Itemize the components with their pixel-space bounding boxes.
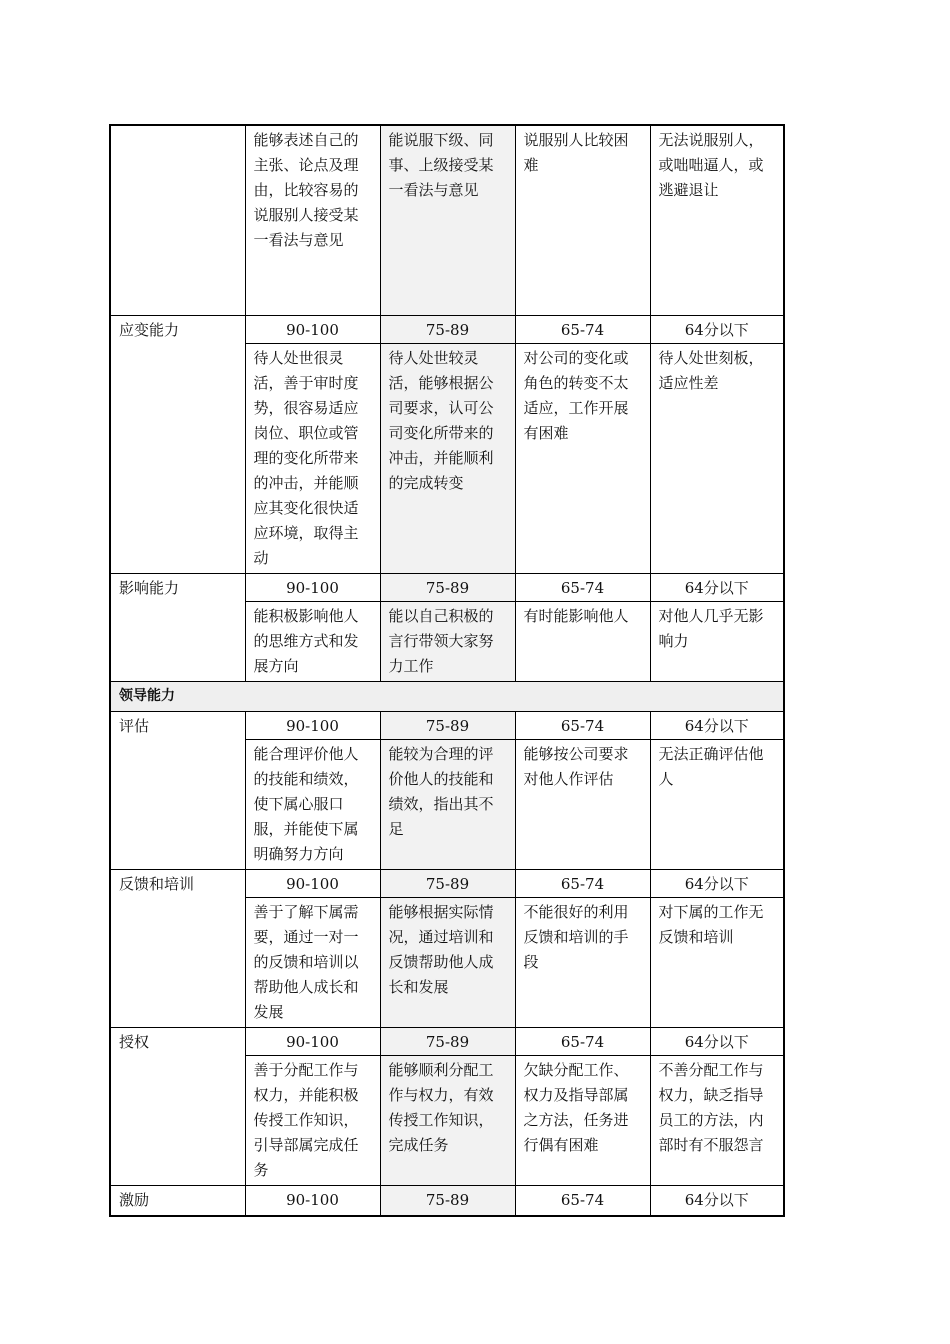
row-label: 授权 — [110, 1028, 245, 1186]
score-cell: 75-89 — [380, 574, 515, 602]
description-cell: 不能很好的利用反馈和培训的手段 — [515, 898, 650, 1028]
score-row — [110, 870, 784, 898]
description-cell: 能够按公司要求对他人作评估 — [515, 740, 650, 870]
table-row — [110, 125, 784, 316]
score-cell: 90-100 — [245, 316, 380, 344]
score-cell: 75-89 — [380, 870, 515, 898]
description-cell: 待人处世刻板，适应性差 — [650, 344, 784, 574]
row-label — [110, 125, 245, 316]
score-cell: 65-74 — [515, 870, 650, 898]
row-label: 应变能力 — [110, 316, 245, 574]
competency-table — [109, 124, 785, 1217]
description-cell: 能说服下级、同事、上级接受某一看法与意见 — [380, 125, 515, 316]
description-cell: 无法正确评估他人 — [650, 740, 784, 870]
score-cell: 90-100 — [245, 870, 380, 898]
description-cell: 能合理评价他人的技能和绩效，使下属心服口服，并能使下属明确努力方向 — [245, 740, 380, 870]
score-cell: 75-89 — [380, 712, 515, 740]
description-cell: 能够根据实际情况，通过培训和反馈帮助他人成长和发展 — [380, 898, 515, 1028]
score-cell: 65-74 — [515, 712, 650, 740]
score-cell: 64分以下 — [650, 1028, 784, 1056]
description-cell: 善于了解下属需要，通过一对一的反馈和培训以帮助他人成长和发展 — [245, 898, 380, 1028]
score-cell: 64分以下 — [650, 870, 784, 898]
score-cell: 90-100 — [245, 1028, 380, 1056]
description-cell: 对公司的变化或角色的转变不太适应，工作开展有困难 — [515, 344, 650, 574]
table-body — [110, 125, 784, 1216]
score-cell: 64分以下 — [650, 712, 784, 740]
score-cell: 65-74 — [515, 316, 650, 344]
description-cell: 能够表述自己的主张、论点及理由，比较容易的说服别人接受某一看法与意见 — [245, 125, 380, 316]
score-cell: 64分以下 — [650, 574, 784, 602]
score-cell: 65-74 — [515, 1186, 650, 1217]
row-label: 影响能力 — [110, 574, 245, 682]
score-cell: 75-89 — [380, 1186, 515, 1217]
description-cell: 有时能影响他人 — [515, 602, 650, 682]
description-cell: 待人处世较灵活，能够根据公司要求，认可公司变化所带来的冲击，并能顺利的完成转变 — [380, 344, 515, 574]
description-cell: 能较为合理的评价他人的技能和绩效，指出其不足 — [380, 740, 515, 870]
score-row — [110, 574, 784, 602]
score-cell: 75-89 — [380, 316, 515, 344]
row-label: 激励 — [110, 1186, 245, 1217]
description-cell: 能够顺利分配工作与权力，有效传授工作知识，完成任务 — [380, 1056, 515, 1186]
description-cell: 能积极影响他人的思维方式和发展方向 — [245, 602, 380, 682]
section-title: 领导能力 — [110, 682, 784, 712]
description-cell: 待人处世很灵活，善于审时度势，很容易适应岗位、职位或管理的变化所带来的冲击，并能顺应其变化很快适应环境，取得主动 — [245, 344, 380, 574]
description-cell: 能以自己积极的言行带领大家努力工作 — [380, 602, 515, 682]
score-cell: 64分以下 — [650, 316, 784, 344]
score-cell: 90-100 — [245, 712, 380, 740]
score-cell: 90-100 — [245, 574, 380, 602]
score-cell: 65-74 — [515, 574, 650, 602]
score-row — [110, 1028, 784, 1056]
score-row — [110, 316, 784, 344]
description-cell: 无法说服别人，或咄咄逼人，或逃避退让 — [650, 125, 784, 316]
description-cell: 说服别人比较困难 — [515, 125, 650, 316]
score-row — [110, 1186, 784, 1217]
description-cell: 善于分配工作与权力，并能积极传授工作知识，引导部属完成任务 — [245, 1056, 380, 1186]
description-cell: 对他人几乎无影响力 — [650, 602, 784, 682]
score-cell: 75-89 — [380, 1028, 515, 1056]
row-label: 评估 — [110, 712, 245, 870]
score-cell: 90-100 — [245, 1186, 380, 1217]
score-cell: 64分以下 — [650, 1186, 784, 1217]
description-cell: 不善分配工作与权力，缺乏指导员工的方法，内部时有不服怨言 — [650, 1056, 784, 1186]
row-label: 反馈和培训 — [110, 870, 245, 1028]
score-row — [110, 712, 784, 740]
section-row — [110, 682, 784, 712]
score-cell: 65-74 — [515, 1028, 650, 1056]
description-cell: 对下属的工作无反馈和培训 — [650, 898, 784, 1028]
description-cell: 欠缺分配工作、权力及指导部属之方法，任务进行偶有困难 — [515, 1056, 650, 1186]
